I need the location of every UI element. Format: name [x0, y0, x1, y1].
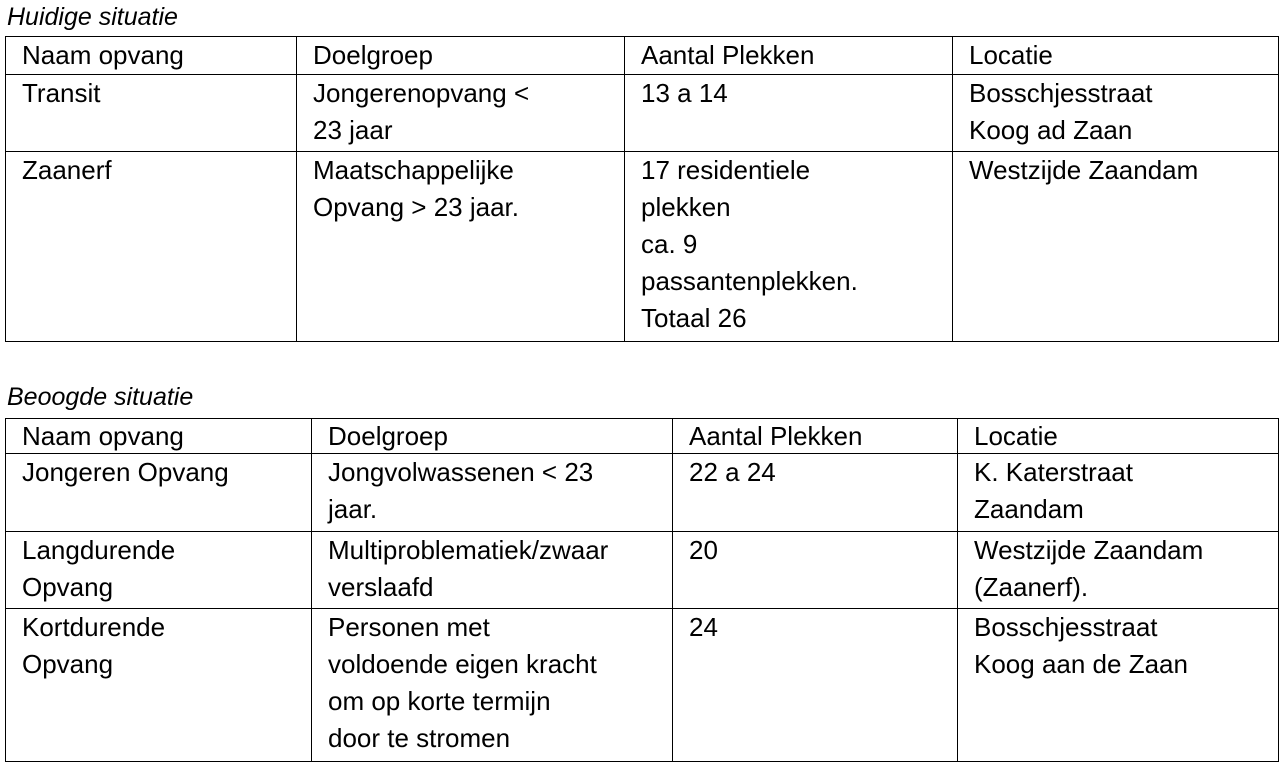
cell-location: Bosschjesstraat Koog ad Zaan — [953, 75, 1279, 152]
cell-target-group: Jongvolwassenen < 23 jaar. — [312, 454, 673, 532]
cell-name: Kortdurende Opvang — [6, 609, 312, 762]
header-target-group: Doelgroep — [297, 37, 625, 75]
cell-location: Bosschjesstraat Koog aan de Zaan — [958, 609, 1279, 762]
header-name: Naam opvang — [6, 37, 297, 75]
cell-target-group: Jongerenopvang < 23 jaar — [297, 75, 625, 152]
cell-location: Westzijde Zaandam (Zaanerf). — [958, 532, 1279, 609]
current-situation-caption: Huidige situatie — [7, 3, 178, 31]
cell-name: Zaanerf — [6, 152, 297, 342]
cell-location: K. Katerstraat Zaandam — [958, 454, 1279, 532]
table-row — [6, 152, 1279, 342]
cell-target-group: Multiproblematiek/zwaar verslaafd — [312, 532, 673, 609]
cell-places: 13 a 14 — [625, 75, 953, 152]
cell-name: Transit — [6, 75, 297, 152]
table-row — [6, 454, 1279, 532]
table-row — [6, 532, 1279, 609]
cell-name: Langdurende Opvang — [6, 532, 312, 609]
cell-location: Westzijde Zaandam — [953, 152, 1279, 342]
cell-name: Jongeren Opvang — [6, 454, 312, 532]
cell-places: 24 — [673, 609, 958, 762]
cell-places: 20 — [673, 532, 958, 609]
header-target-group: Doelgroep — [312, 419, 673, 454]
header-location: Locatie — [953, 37, 1279, 75]
header-places: Aantal Plekken — [673, 419, 958, 454]
cell-target-group: Maatschappelijke Opvang > 23 jaar. — [297, 152, 625, 342]
intended-situation-table — [5, 418, 1279, 762]
header-location: Locatie — [958, 419, 1279, 454]
table-row — [6, 609, 1279, 762]
cell-target-group: Personen met voldoende eigen kracht om op korte termijn door te stromen — [312, 609, 673, 762]
intended-situation-caption: Beoogde situatie — [7, 383, 194, 411]
header-places: Aantal Plekken — [625, 37, 953, 75]
table-row — [6, 75, 1279, 152]
current-situation-table — [5, 36, 1279, 342]
table-header-row — [6, 37, 1279, 75]
cell-places: 22 a 24 — [673, 454, 958, 532]
header-name: Naam opvang — [6, 419, 312, 454]
table-header-row — [6, 419, 1279, 454]
cell-places: 17 residentiele plekken ca. 9 passantenplekken. Totaal 26 — [625, 152, 953, 342]
